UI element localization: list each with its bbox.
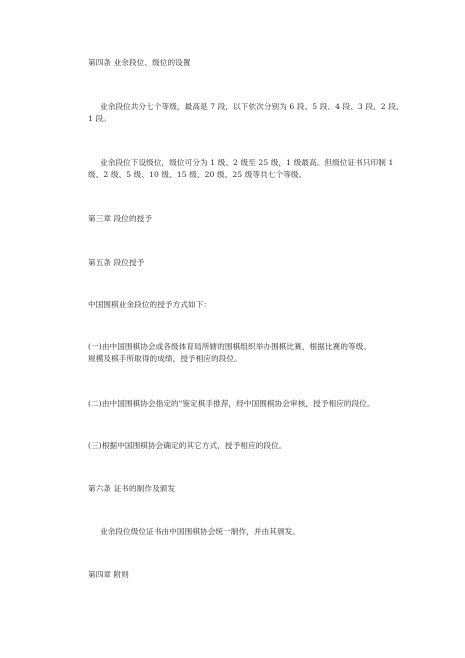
chapter3-heading: 第三章 段位的授予	[88, 214, 153, 223]
method-1-line-1: (一)由中国围棋协会或各级体育局所辖的围棋组织举办围棋比赛，根据比赛的等级、	[88, 342, 372, 351]
certificate-text: 业余段位级位证书由中国围棋协会统一制作，并由其颁发。	[100, 527, 301, 536]
methods-intro: 中国围棋业余段位的授予方式如下：	[88, 300, 212, 309]
paragraph-dan-line-1: 业余段位共分七个等级，最高是 7 段，以下依次分别为 6 段、5 段、4 段、3 段、2 段、	[100, 102, 404, 111]
paragraph-dan-levels	[88, 101, 404, 125]
method-3: (三)根据中国围棋协会确定的其它方式，授予相应的段位。	[88, 441, 287, 450]
article6-heading: 第六条 证书的制作及颁发	[88, 484, 176, 493]
paragraph-kyu-line-2: 级、2 级、5 级、10 级、15 级、20 级、25 级等共七个等级。	[88, 170, 307, 179]
paragraph-dan-line-2: 1 段。	[88, 114, 111, 123]
method-1-line-2: 规模及棋手所取得的成绩，授予相应的段位。	[88, 354, 242, 363]
paragraph-kyu-line-1: 业余段位下设级位，级位可分为 1 级、2 级至 25 级，1 级最高。但级位证书只印制 1	[100, 158, 394, 167]
article4-heading: 第四条 业余段位、级位的设置	[88, 58, 191, 67]
method-2: (二)由中国围棋协会指定的"鉴定棋手推荐，经中国围棋协会审核，授予相应的段位。	[88, 399, 375, 408]
article5-heading: 第五条 段位授予	[88, 258, 145, 267]
chapter4-heading: 第四章 附则	[88, 570, 129, 579]
method-1	[88, 341, 388, 365]
paragraph-kyu-levels	[88, 157, 394, 181]
